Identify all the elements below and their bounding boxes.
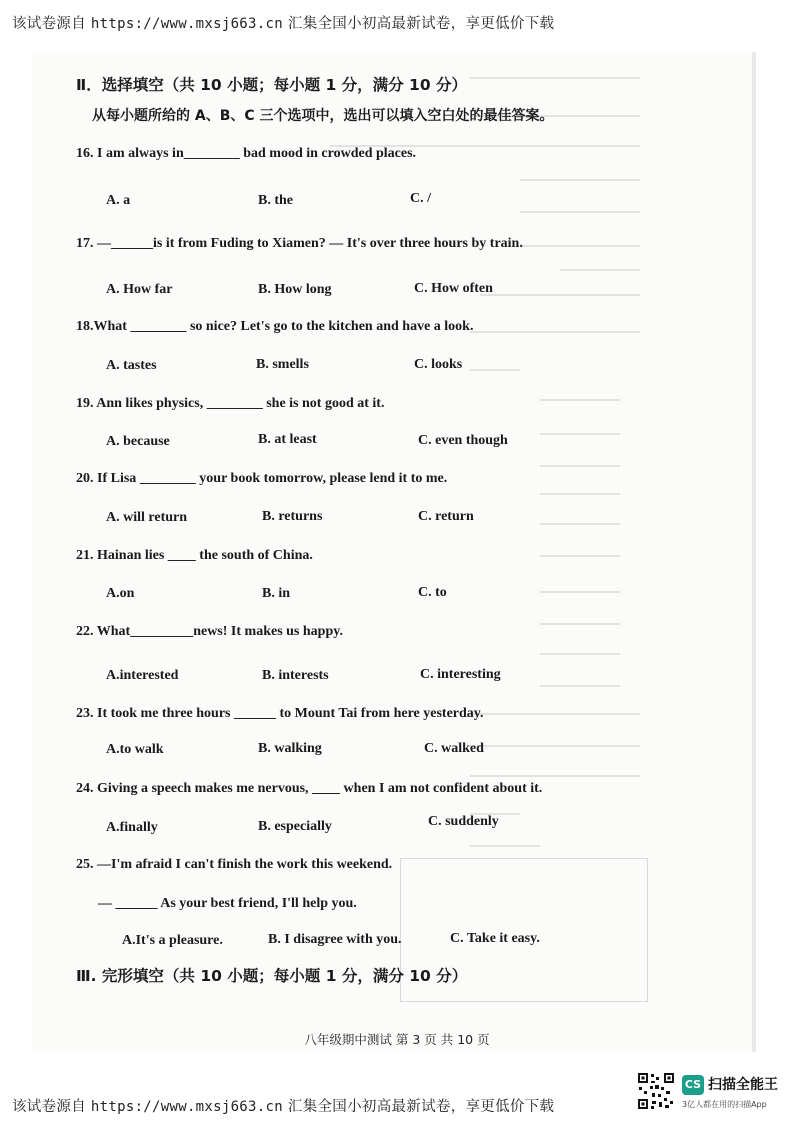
question-23-option-b[interactable]: B. walking	[258, 741, 322, 756]
section-3-title: Ⅲ. 完形填空（共 10 小题；每小题 1 分，满分 10 分）	[76, 967, 468, 985]
question-17-option-c[interactable]: C. How often	[414, 281, 493, 296]
banner-prefix: 该试卷源自	[12, 16, 86, 32]
question-23-option-c[interactable]: C. walked	[424, 741, 484, 756]
camscanner-name: 扫描全能王	[708, 1077, 778, 1093]
question-22-option-b[interactable]: B. interests	[262, 668, 329, 683]
question-21-option-c[interactable]: C. to	[418, 585, 447, 600]
question-22-stem: 22. What_________news! It makes us happy.	[76, 624, 343, 639]
question-19-option-c[interactable]: C. even though	[418, 433, 508, 448]
question-24-option-b[interactable]: B. especially	[258, 819, 332, 834]
banner-suffix: 汇集全国小初高最新试卷，享更低价下载	[287, 16, 555, 32]
question-19-option-b[interactable]: B. at least	[258, 432, 317, 447]
question-21-stem: 21. Hainan lies ____ the south of China.	[76, 548, 313, 563]
question-20-option-c[interactable]: C. return	[418, 509, 474, 524]
question-17-option-a[interactable]: A. How far	[106, 282, 173, 297]
page-footer: 八年级期中测试 第 3 页 共 10 页	[304, 1032, 490, 1047]
question-16-option-b[interactable]: B. the	[258, 193, 293, 208]
question-21-option-a[interactable]: A.on	[106, 586, 135, 601]
question-19-option-a[interactable]: A. because	[106, 434, 170, 449]
question-25-option-c[interactable]: C. Take it easy.	[450, 931, 540, 946]
camscanner-tagline: 3亿人都在用的扫描App	[682, 1100, 767, 1109]
question-23-option-a[interactable]: A.to walk	[106, 742, 164, 757]
banner-url[interactable]: https://www.mxsj663.cn	[90, 16, 283, 32]
question-17-stem: 17. —______is it from Fuding to Xiamen? — It's over three hours by train.	[76, 236, 523, 251]
question-20-option-a[interactable]: A. will return	[106, 510, 188, 525]
question-25-option-b[interactable]: B. I disagree with you.	[268, 932, 402, 947]
question-16-option-c[interactable]: C. /	[410, 191, 431, 206]
question-18-option-c[interactable]: C. looks	[414, 357, 463, 372]
question-19-stem: 19. Ann likes physics, ________ she is not good at it.	[76, 396, 385, 411]
question-22-option-a[interactable]: A.interested	[106, 668, 179, 683]
question-24-option-a[interactable]: A.finally	[106, 820, 158, 835]
banner-suffix: 汇集全国小初高最新试卷，享更低价下载	[287, 1099, 555, 1115]
question-18-option-a[interactable]: A. tastes	[106, 358, 157, 373]
question-17-option-b[interactable]: B. How long	[258, 282, 332, 297]
question-25-response: — ______ As your best friend, I'll help you.	[98, 896, 357, 911]
question-25-stem: 25. —I'm afraid I can't finish the work this weekend.	[76, 857, 393, 872]
question-20-stem: 20. If Lisa ________ your book tomorrow, please lend it to me.	[76, 471, 448, 486]
qr-code-icon	[637, 1072, 675, 1110]
question-23-stem: 23. It took me three hours ______ to Mount Tai from here yesterday.	[76, 706, 484, 721]
banner-prefix: 该试卷源自	[12, 1099, 86, 1115]
question-18-option-b[interactable]: B. smells	[256, 357, 309, 372]
banner-url[interactable]: https://www.mxsj663.cn	[90, 1099, 283, 1115]
question-16-option-a[interactable]: A. a	[106, 193, 131, 208]
question-24-stem: 24. Giving a speech makes me nervous, ____ when I am not confident about it.	[76, 781, 543, 796]
question-20-option-b[interactable]: B. returns	[262, 509, 323, 524]
question-24-option-c[interactable]: C. suddenly	[428, 814, 499, 829]
section-2-title: Ⅱ．选择填空（共 10 小题；每小题 1 分，满分 10 分）	[76, 76, 468, 94]
camscanner-logo-icon: CS	[682, 1075, 704, 1095]
question-18-stem: 18.What ________ so nice? Let's go to the kitchen and have a look.	[76, 319, 474, 334]
question-16-stem: 16. I am always in________ bad mood in crowded places.	[76, 146, 417, 161]
question-25-option-a[interactable]: A.It's a pleasure.	[122, 933, 223, 948]
section-2-instruction: 从每小题所给的 A、B、C 三个选项中，选出可以填入空白处的最佳答案。	[92, 108, 554, 124]
question-22-option-c[interactable]: C. interesting	[420, 667, 501, 682]
question-21-option-b[interactable]: B. in	[262, 586, 291, 601]
